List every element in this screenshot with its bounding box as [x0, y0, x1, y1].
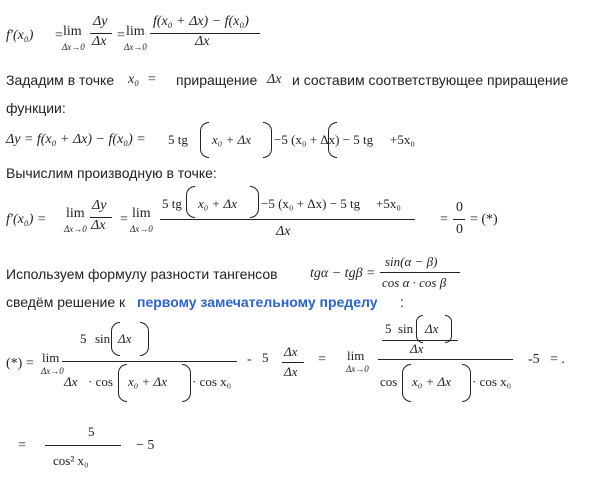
equals-sign: = — [318, 352, 326, 367]
lim-subscript: Δx→0 — [346, 364, 369, 374]
text-increment: приращение — [176, 72, 258, 88]
lim-subscript: Δx→0 — [64, 224, 87, 234]
fraction-bar — [453, 219, 465, 220]
minus-five: − 5 — [136, 438, 155, 453]
lim-label: lim — [126, 24, 145, 39]
cos-x0: · cos x₀ — [192, 374, 232, 389]
delta-x: Δx — [64, 374, 78, 389]
lim-label: lim — [42, 350, 60, 365]
right-paren — [140, 322, 149, 356]
left-paren — [200, 122, 209, 158]
text-line-intro: Зададим в точке — [6, 72, 115, 88]
fraction-numerator: Δy — [93, 14, 108, 29]
lim-label: lim — [132, 206, 151, 221]
lim-label: lim — [347, 348, 365, 363]
point-x0: x₀ — [128, 72, 140, 87]
cos: · cos — [88, 374, 113, 389]
left-paren — [118, 364, 127, 402]
delta-x: Δx — [267, 72, 282, 87]
right-paren — [250, 186, 259, 218]
fraction-denominator: Δx — [284, 364, 298, 379]
fraction-bar — [62, 361, 237, 362]
x0-plus-dx: x₀ + Δx — [128, 374, 167, 389]
derivative-lhs: f′(x₀) = — [6, 212, 47, 227]
fraction-numerator: Δx — [284, 344, 298, 359]
final-numerator: 5 — [88, 424, 95, 439]
derivative-lhs: f′(x₀) — [6, 28, 34, 43]
fraction-denominator: Δx — [92, 34, 107, 49]
delta-x: Δx — [118, 331, 132, 346]
plus-five-x0: +5x₀ — [390, 132, 415, 147]
five-tg: 5 tg — [162, 196, 182, 211]
fraction-bar — [45, 445, 121, 446]
delta-y-expression: Δy = f(x₀ + Δx) − f(x₀) = — [6, 132, 146, 147]
lim-subscript: Δx→0 — [124, 42, 147, 52]
first-remarkable-limit-link[interactable]: первому замечательному пределу — [137, 294, 378, 310]
equals-dot: = . — [550, 352, 565, 367]
fraction-denominator: Δx — [195, 34, 210, 49]
minus-five-expression: −5 (x₀ + Δx) − 5 tg — [261, 196, 361, 211]
tan-diff-denominator: cos α · cos β — [382, 275, 447, 290]
fraction-numerator: f(x₀ + Δx) − f(x₀) — [153, 14, 249, 29]
cos-x0: · cos x₀ — [472, 374, 512, 389]
equals-sign: = — [120, 212, 128, 227]
minus-sign: - — [247, 352, 252, 367]
fraction-denominator: Δx — [276, 224, 291, 239]
lim-label: lim — [66, 206, 85, 221]
lim-subscript: Δx→0 — [41, 366, 64, 376]
text-compose: и составим соответствующее приращение — [292, 72, 569, 88]
text-function: функции: — [6, 100, 66, 116]
zero-denominator: 0 — [456, 222, 463, 237]
x0-plus-dx: x₀ + Δx — [412, 374, 451, 389]
fraction-denominator: Δx — [91, 218, 106, 233]
fraction-numerator: Δy — [92, 198, 107, 213]
five: 5 — [385, 321, 392, 336]
right-paren — [182, 364, 191, 402]
x0-plus-dx: x₀ + Δx — [212, 132, 251, 147]
final-denominator: cos² x₀ — [53, 453, 89, 468]
lim-label: lim — [63, 24, 82, 39]
equals-star: = (*) — [470, 212, 498, 227]
text-colon: : — [400, 294, 404, 310]
text-compute: Вычислим производную в точке: — [6, 165, 217, 181]
left-paren — [402, 364, 411, 402]
five: 5 — [80, 331, 87, 346]
right-paren — [462, 364, 471, 402]
x0-plus-dx: x₀ + Δx — [198, 196, 237, 211]
lim-subscript: Δx→0 — [62, 42, 85, 52]
text-reduce: сведём решение к — [6, 294, 126, 310]
five-tg: 5 tg — [168, 132, 188, 147]
fraction-bar — [282, 362, 304, 363]
delta-x: Δx — [425, 321, 439, 336]
fraction-bar — [380, 272, 460, 273]
left-paren — [328, 122, 337, 158]
sin: sin — [95, 331, 111, 346]
tan-diff-numerator: sin(α − β) — [385, 254, 438, 269]
left-paren — [186, 186, 195, 218]
delta-x: Δx — [410, 341, 424, 356]
right-paren — [263, 122, 272, 158]
text-use-formula: Используем формулу разности тангенсов — [6, 266, 278, 282]
star-lhs: (*) = — [6, 356, 34, 371]
left-paren — [416, 315, 423, 343]
equals-sign: = — [18, 438, 26, 453]
sin: sin — [398, 321, 414, 336]
equals-sign: = — [55, 28, 63, 43]
lim-subscript: Δx→0 — [130, 224, 153, 234]
equals-sign: = — [440, 212, 448, 227]
equals-sign: = — [117, 28, 125, 43]
right-paren — [445, 315, 452, 343]
cos: cos — [380, 374, 398, 389]
five: 5 — [262, 350, 269, 365]
equals-sign: = — [148, 72, 156, 87]
tan-diff-lhs: tgα − tgβ = — [310, 266, 376, 281]
plus-five-x0: +5x₀ — [376, 196, 401, 211]
fraction-bar — [160, 219, 415, 220]
minus-five: -5 — [528, 352, 540, 367]
zero-numerator: 0 — [456, 200, 463, 215]
minus-five-expression: −5 (x₀ + Δx) − 5 tg — [274, 132, 374, 147]
fraction-bar — [378, 359, 513, 360]
